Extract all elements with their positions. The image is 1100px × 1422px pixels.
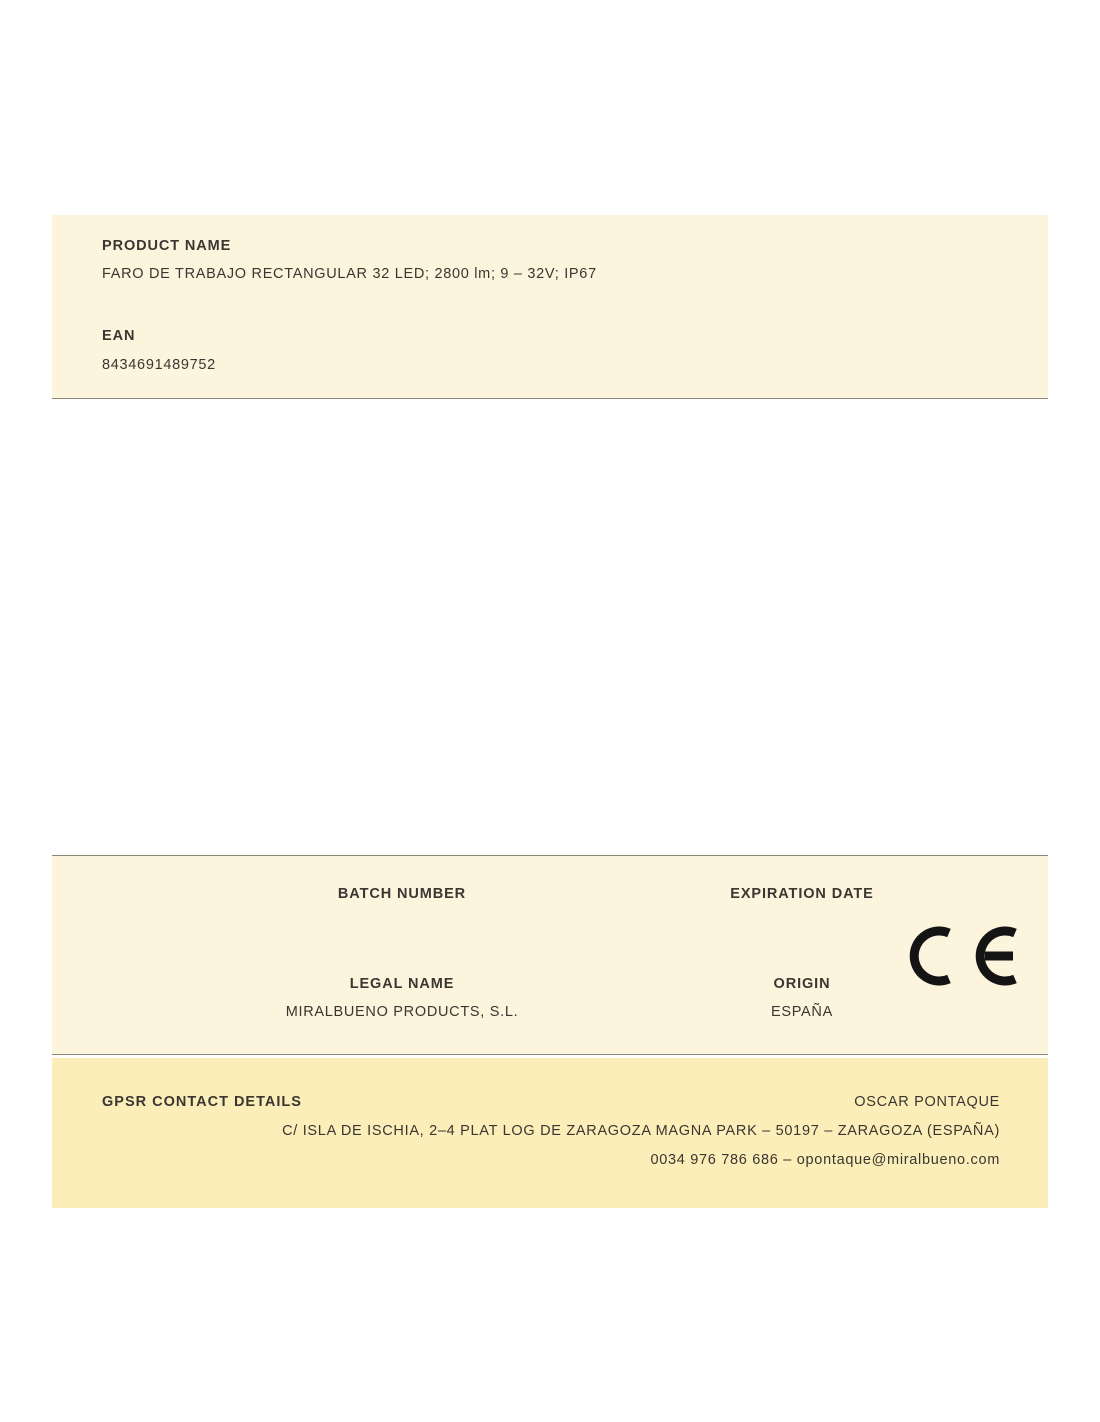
gpsr-contact-label: GPSR CONTACT DETAILS <box>102 1094 302 1110</box>
gpsr-contact-phone-email: 0034 976 786 686 – opontaque@miralbueno.com <box>650 1152 1000 1168</box>
blank-content-area <box>52 399 1048 855</box>
expiration-date-label: EXPIRATION DATE <box>730 886 874 902</box>
origin-label: ORIGIN <box>773 976 831 992</box>
gpsr-contact-person: OSCAR PONTAQUE <box>854 1094 1000 1110</box>
batch-number-label: BATCH NUMBER <box>337 886 467 902</box>
origin-value: ESPAÑA <box>771 1004 833 1020</box>
legal-name-value: MIRALBUENO PRODUCTS, S.L. <box>285 1004 519 1020</box>
product-name-label: PRODUCT NAME <box>102 238 232 254</box>
gpsr-contact-address: C/ ISLA DE ISCHIA, 2–4 PLAT LOG DE ZARAGOZA MAGNA PARK – 50197 – ZARAGOZA (ESPAÑA) <box>282 1123 1000 1139</box>
legal-name-label: LEGAL NAME <box>349 976 455 992</box>
ean-label: EAN <box>102 328 136 344</box>
batch-legal-block <box>52 855 1048 1055</box>
gpsr-contact-block <box>52 1058 1048 1208</box>
product-name-value: FARO DE TRABAJO RECTANGULAR 32 LED; 2800 lm; 9 – 32V; IP67 <box>102 266 597 282</box>
product-info-block <box>52 215 1048 399</box>
ean-value: 8434691489752 <box>102 357 216 373</box>
ce-marking-icon <box>907 921 1027 991</box>
